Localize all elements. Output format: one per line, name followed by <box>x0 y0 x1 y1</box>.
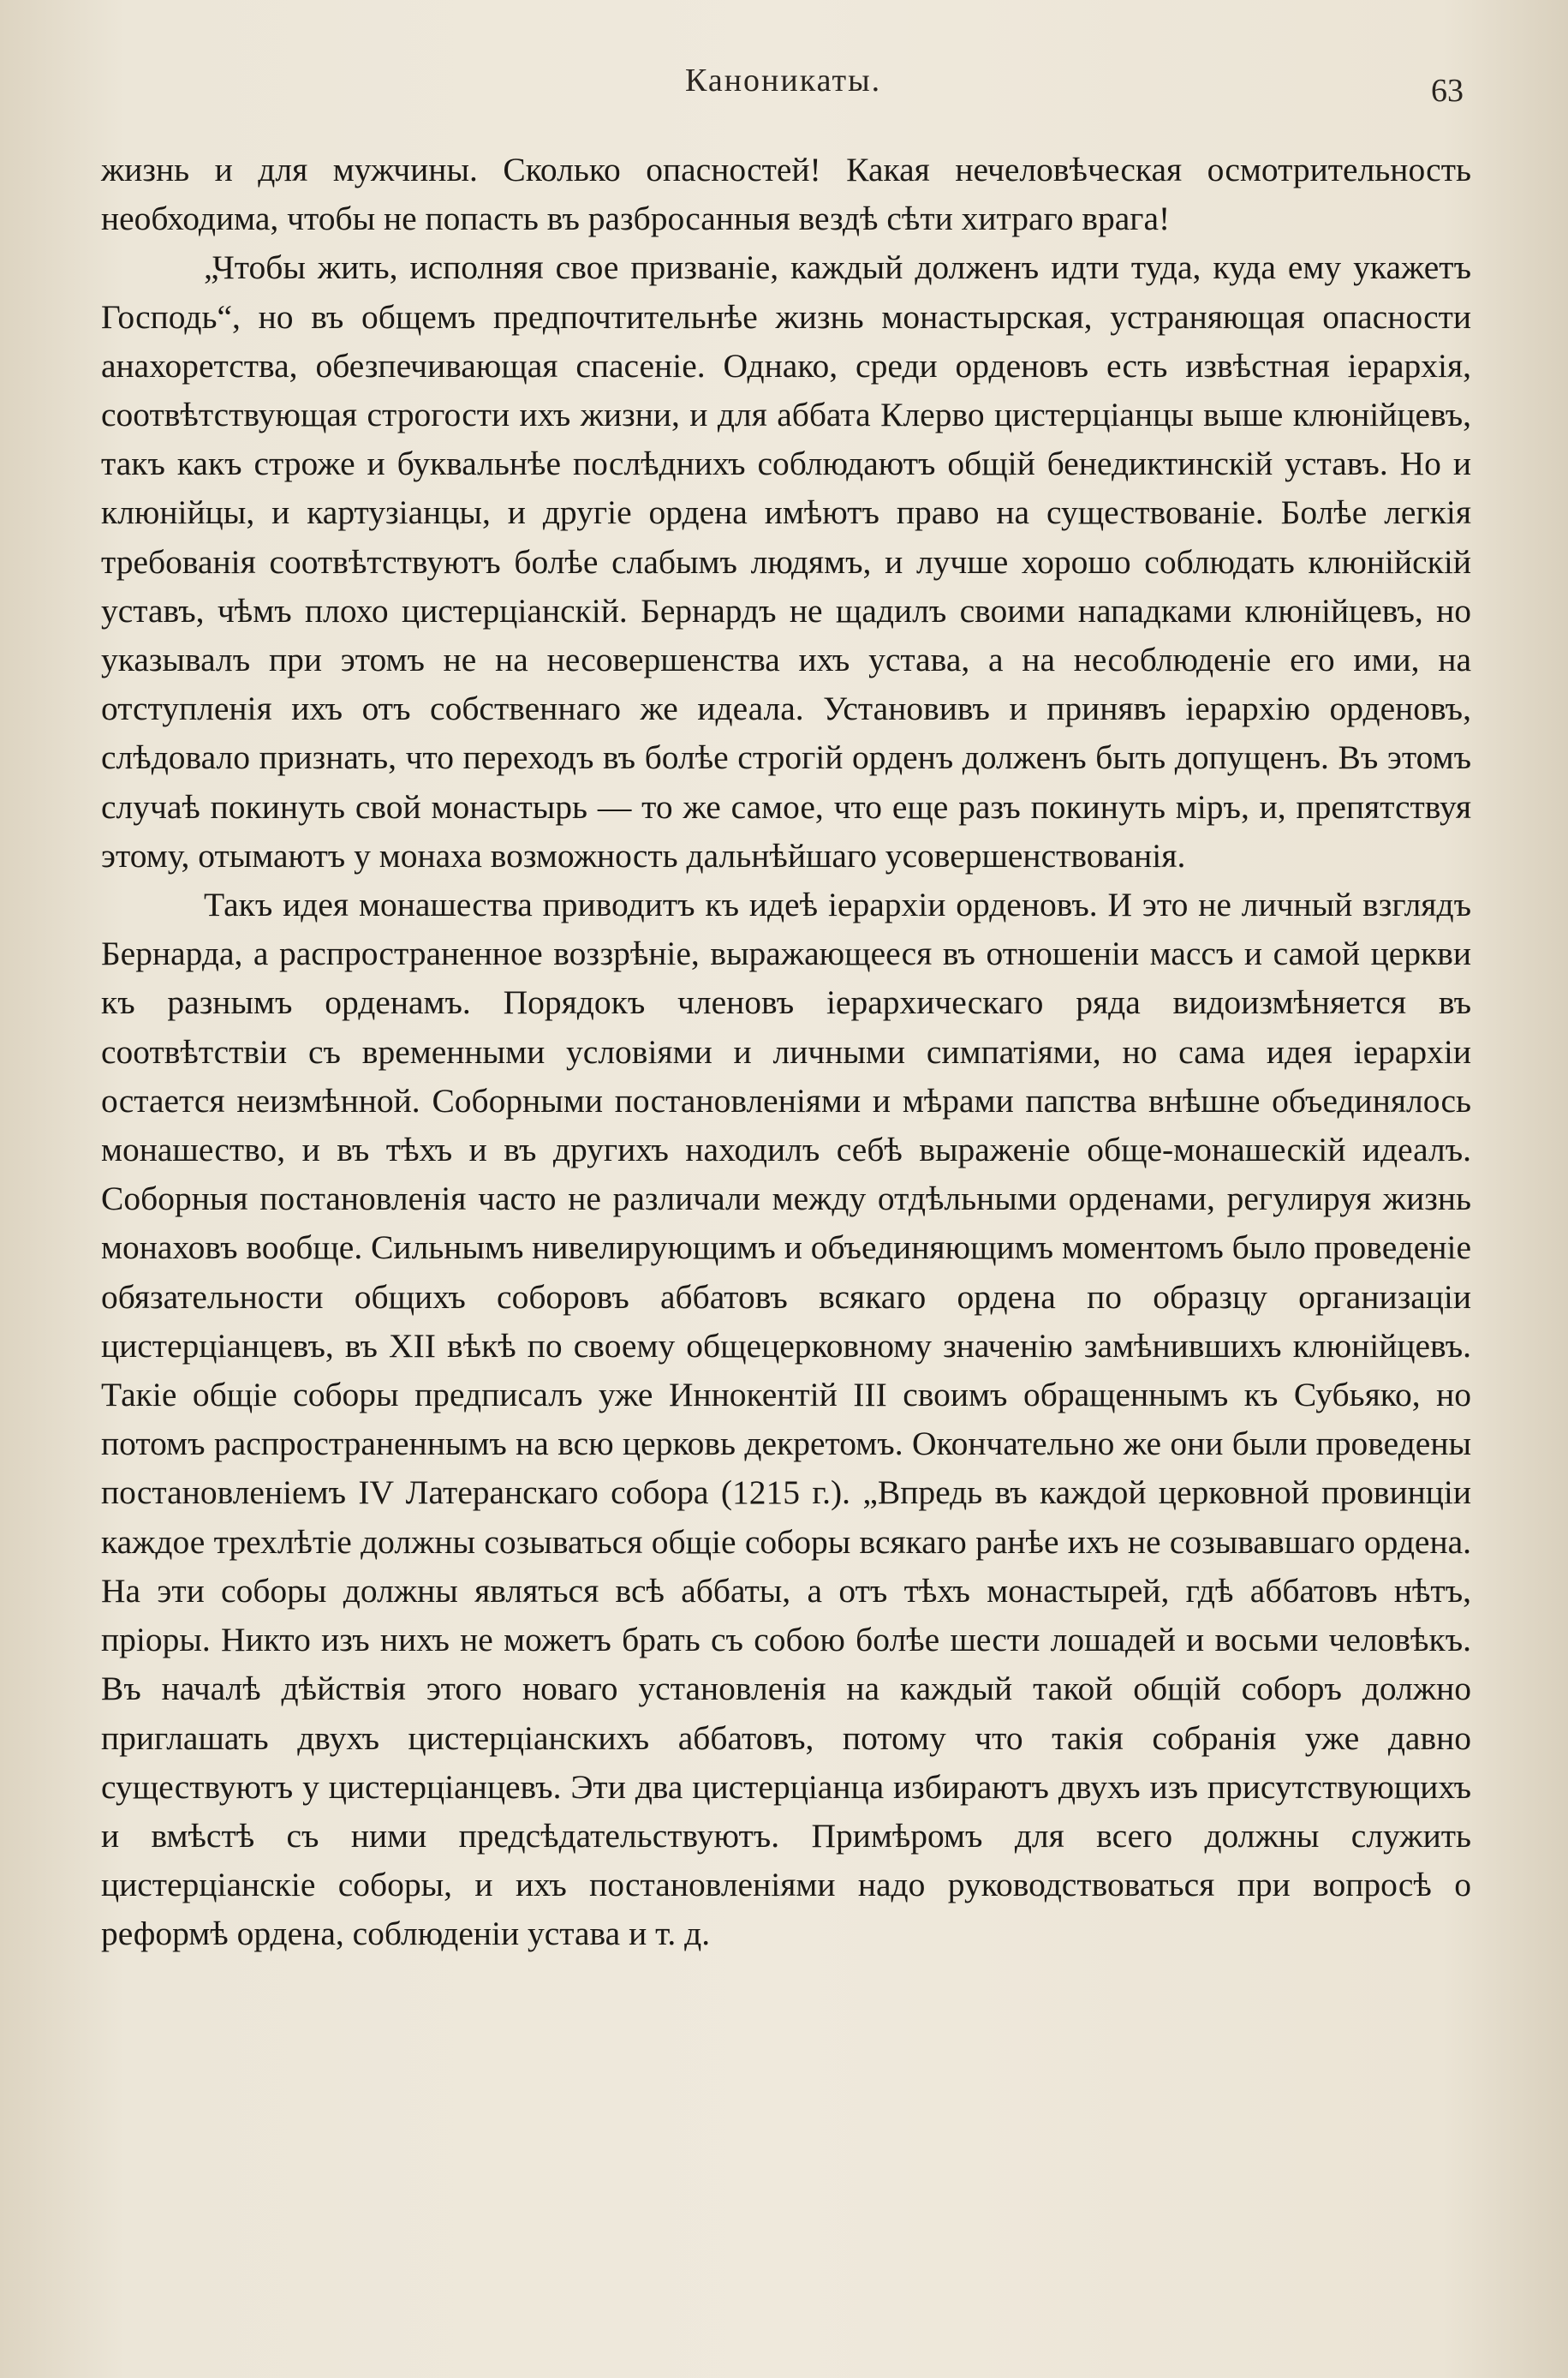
paragraph: „Чтобы жить, исполняя свое призваніе, каждый долженъ идти туда, куда ему укажетъ Господь“, но въ общемъ предпочтительнѣе жизнь монастырская, устраняющая опасности анахоретства, обезпечивающая спасеніе. Однако, среди орденовъ есть извѣстная іерархія, соотвѣтствующая строгости ихъ жизни, и для аббата Клерво цистерціанцы выше клюнійцевъ, такъ какъ строже и буквальнѣе послѣднихъ соблюдаютъ общій бенедиктинскій уставъ. Но и клюнійцы, и картузіанцы, и другіе ордена имѣютъ право на существованіе. Болѣе легкія требованія соотвѣтствуютъ болѣе слабымъ людямъ, и лучше хорошо соблюдать клюнійскій уставъ, чѣмъ плохо цистерціанскій. Бернардъ не щадилъ своими нападками клюнійцевъ, но указывалъ при этомъ не на несовершенства ихъ устава, а на несоблюденіе его ими, на отступленія ихъ отъ собственнаго же идеала. Установивъ и принявъ іерархію орденовъ, слѣдовало признать, что переходъ въ болѣе строгій орденъ долженъ быть допущенъ. Въ этомъ случаѣ покинуть свой монастырь — то же самое, что еще разъ покинуть міръ, и, препятствуя этому, отымаютъ у монаха возможность дальнѣйшаго усовершенствованія. <box>101 248 1471 875</box>
paragraph: Такъ идея монашества приводитъ къ идеѣ іерархіи орденовъ. И это не личный взглядъ Бернарда, а распространенное воззрѣніе, выражающееся въ отношеніи массъ и самой церкви къ разнымъ орденамъ. Порядокъ членовъ іерархическаго ряда видоизмѣняется въ соотвѣтствіи съ временными условіями и личными симпатіями, но сама идея іерархіи остается неизмѣнной. Соборными постановленіями и мѣрами папства внѣшне объединялось монашество, и въ тѣхъ и въ другихъ находилъ себѣ выраженіе обще-монашескій идеалъ. Соборныя постановленія часто не различали между отдѣльными орденами, регулируя жизнь монаховъ вообще. Сильнымъ нивелирующимъ и объединяющимъ моментомъ было проведеніе обязательности общихъ соборовъ аббатовъ всякаго ордена по образцу организаціи цистерціанцевъ, въ XII вѣкѣ по своему общецерковному значенію замѣнившихъ клюнійцевъ. Такіе общіе соборы предписалъ уже Иннокентій III своимъ обращеннымъ къ Субьяко, но потомъ распространеннымъ на всю церковь декретомъ. Окончательно же они были проведены постановленіемъ IV Латеранскаго собора (1215 г.). „Впредь въ каждой церковной провинціи каждое трехлѣтіе должны созываться общіе соборы всякаго ранѣе ихъ не созывавшаго ордена. На эти соборы должны являться всѣ аббаты, а отъ тѣхъ монастырей, гдѣ аббатовъ нѣтъ, пріоры. Никто изъ нихъ не можетъ брать съ собою болѣе шести лошадей и восьми человѣкъ. Въ началѣ дѣйствія этого новаго установленія на каждый такой общій соборъ должно приглашать двухъ цистерціанскихъ аббатовъ, потому что такія собранія уже давно существуютъ у цистерціанцевъ. Эти два цистерціанца избираютъ двухъ изъ присутствующихъ и вмѣстѣ съ ними предсѣдательствуютъ. Примѣромъ для всего должны служить цистерціанскіе соборы, и ихъ постановленіями надо руководствоваться при вопросѣ о реформѣ ордена, соблюденіи устава и т. д. <box>101 886 1471 1953</box>
paragraph-continuation: жизнь и для мужчины. Сколько опасностей! Какая нечеловѣческая осмотрительность необходима, чтобы не попасть въ разбросанныя вездѣ сѣти хитраго врага! <box>101 151 1471 238</box>
running-title: Каноникаты. <box>685 63 882 99</box>
page-number: 63 <box>1431 73 1464 109</box>
main-text <box>101 146 1471 1959</box>
